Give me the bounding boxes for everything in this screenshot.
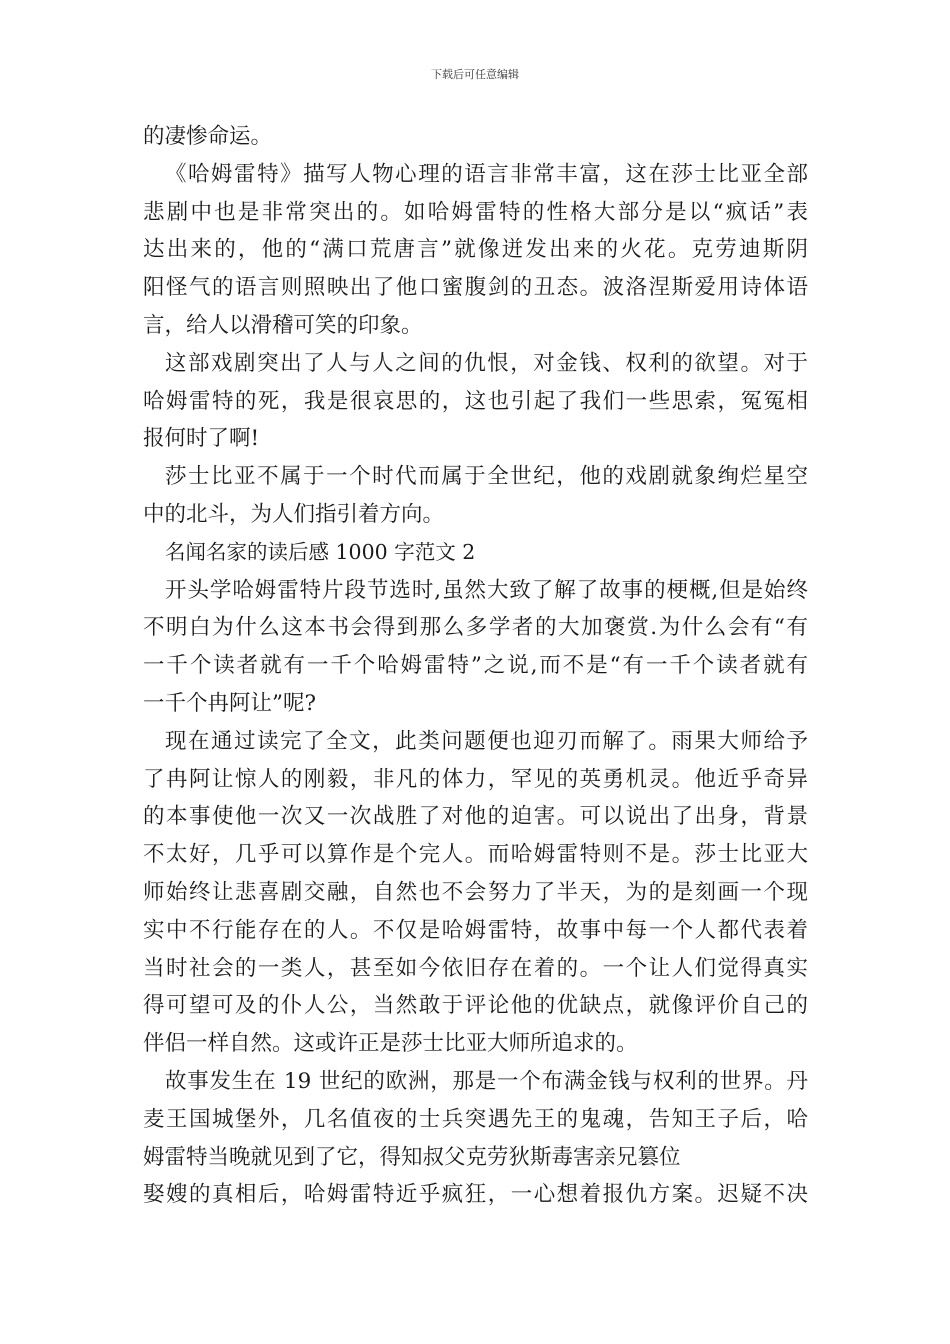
paragraph-first-line: 故事发生在 19 世纪的欧洲，那是一个布满金钱与权利的世界。丹 [165,1068,808,1094]
text-line: 的本事使他一次又一次战胜了对他的迫害。可以说出了出身，背景 [143,804,808,830]
text-line: 伴侣一样自然。这或许正是莎士比亚大师所追求的。 [143,1031,638,1057]
text-line: 师始终让悲喜剧交融，自然也不会努力了半天，为的是刻画一个现 [143,879,808,905]
text-line: 实中不行能存在的人。不仅是哈姆雷特，故事中每一个人都代表着 [143,917,808,943]
text-line: 不明白为什么这本书会得到那么多学者的大加褒赏.为什么会有“有 [143,615,808,641]
text-line: 一千个冉阿让”呢? [143,690,317,716]
paragraph-first-line: 开头学哈姆雷特片段节选时,虽然大致了解了故事的梗概,但是始终 [165,577,808,603]
text-line: 麦王国城堡外，几名值夜的士兵突遇先王的鬼魂，告知王子后，哈 [143,1106,808,1132]
section-heading: 名闻名家的读后感 1000 字范文 2 [165,539,476,564]
text-line: 娶嫂的真相后，哈姆雷特近乎疯狂，一心想着报仇方案。迟疑不决 [143,1182,808,1208]
text-line: 姆雷特当晚就见到了它，得知叔父克劳狄斯毒害亲兄篡位 [143,1144,681,1170]
text-line: 达出来的，他的“满口荒唐言”就像迸发出来的火花。克劳迪斯阴 [143,237,808,263]
text-line: 中的北斗，为人们指引着方向。 [143,501,445,527]
page-header: 下载后可任意编辑 [431,68,519,81]
paragraph-first-line: 《哈姆雷特》描写人物心理的语言非常丰富，这在莎士比亚全部 [165,161,808,187]
text-line: 言，给人以滑稽可笑的印象。 [143,312,423,338]
text-line: 的凄惨命运。 [143,124,273,149]
text-line: 报何时了啊! [143,426,260,452]
paragraph-first-line: 这部戏剧突出了人与人之间的仇恨，对金钱、权利的欲望。对于 [165,350,808,376]
text-line: 阳怪气的语言则照映出了他口蜜腹剑的丑态。波洛涅斯爱用诗体语 [143,275,808,301]
text-line: 悲剧中也是非常突出的。如哈姆雷特的性格大部分是以“疯话”表 [143,199,808,225]
text-line: 当时社会的一类人，甚至如今依旧存在着的。一个让人们觉得真实 [143,955,808,981]
paragraph-first-line: 现在通过读完了全文，此类问题便也迎刃而解了。雨果大师给予 [165,728,808,754]
document-body [143,118,808,1214]
text-line: 不太好，几乎可以算作是个完人。而哈姆雷特则不是。莎士比亚大 [143,842,808,868]
text-line: 一千个读者就有一千个哈姆雷特”之说,而不是“有一千个读者就有 [143,653,808,679]
text-line: 得可望可及的仆人公，当然敢于评论他的优缺点，就像评价自己的 [143,993,808,1019]
text-line: 哈姆雷特的死，我是很哀思的，这也引起了我们一些思索，冤冤相 [143,388,808,414]
paragraph-first-line: 莎士比亚不属于一个时代而属于全世纪，他的戏剧就象绚烂星空 [165,464,808,490]
text-line: 了冉阿让惊人的刚毅，非凡的体力，罕见的英勇机灵。他近乎奇异 [143,766,808,792]
